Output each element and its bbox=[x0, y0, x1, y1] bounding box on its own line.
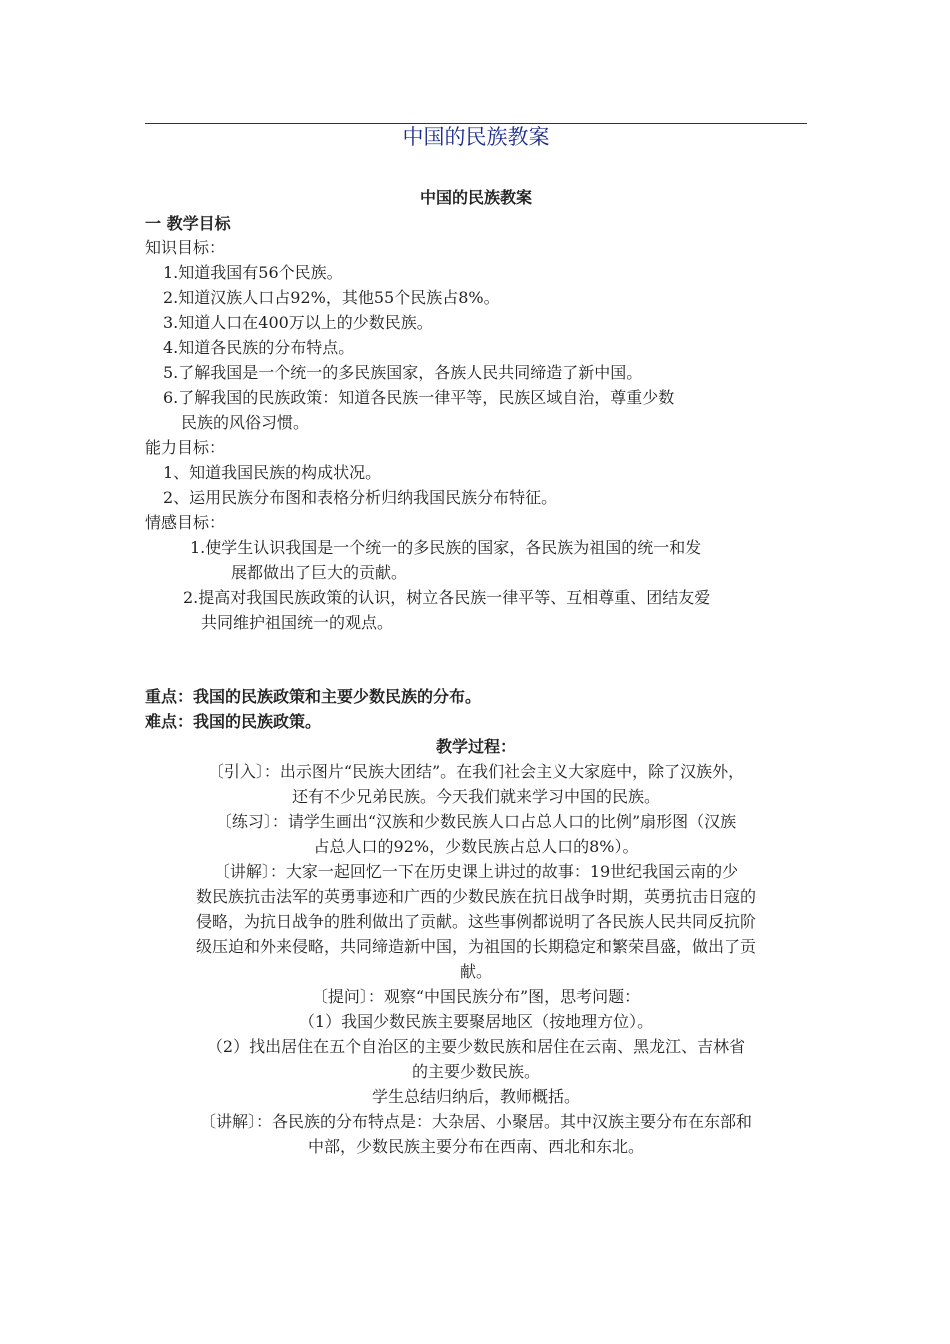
key-point: 重点：我国的民族政策和主要少数民族的分布。 bbox=[145, 687, 482, 706]
emotion-item-continued: 共同维护祖国统一的观点。 bbox=[201, 613, 394, 632]
knowledge-item: 5.了解我国是一个统一的多民族国家，各族人民共同缔造了新中国。 bbox=[163, 363, 643, 382]
process-line: 侵略，为抗日战争的胜利做出了贡献。这些事例都说明了各民族人民共同反抗阶 bbox=[195, 912, 756, 931]
knowledge-item: 3.知道人口在400万以上的少数民族。 bbox=[163, 313, 433, 332]
process-line: 中部，少数民族主要分布在西南、西北和东北。 bbox=[307, 1137, 644, 1156]
emotion-item-continued: 展都做出了巨大的贡献。 bbox=[231, 563, 408, 582]
document-subtitle: 中国的民族教案 bbox=[419, 188, 532, 207]
process-line: 〔提问〕：观察“中国民族分布”图，思考问题： bbox=[311, 987, 641, 1006]
emotion-item: 2.提高对我国民族政策的认识，树立各民族一律平等、互相尊重、团结友爱 bbox=[183, 588, 711, 607]
process-line: 〔练习〕：请学生画出“汉族和少数民族人口占总人口的比例”扇形图（汉族 bbox=[215, 812, 737, 831]
process-line: 的主要少数民族。 bbox=[411, 1062, 540, 1081]
ability-item: 2、运用民族分布图和表格分析归纳我国民族分布特征。 bbox=[163, 488, 558, 507]
process-line: 〔讲解〕：大家一起回忆一下在历史课上讲过的故事：19世纪我国云南的少 bbox=[213, 862, 739, 881]
process-line: 〔引入〕：出示图片“民族大团结”。在我们社会主义大家庭中，除了汉族外， bbox=[207, 762, 745, 781]
process-line: （2）找出居住在五个自治区的主要少数民族和居住在云南、黑龙江、吉林省 bbox=[206, 1037, 746, 1056]
process-line: 还有不少兄弟民族。今天我们就来学习中国的民族。 bbox=[291, 787, 660, 806]
knowledge-item: 2.知道汉族人口占92%，其他55个民族占8%。 bbox=[163, 288, 500, 307]
difficult-point: 难点：我国的民族政策。 bbox=[145, 712, 322, 731]
page-title: 中国的民族教案 bbox=[402, 125, 550, 149]
ability-item: 1、知道我国民族的构成状况。 bbox=[163, 463, 382, 482]
process-line: 数民族抗击法军的英勇事迹和广西的少数民族在抗日战争时期，英勇抗击日寇的 bbox=[195, 887, 756, 906]
emotion-item: 1.使学生认识我国是一个统一的多民族的国家，各民族为祖国的统一和发 bbox=[190, 538, 702, 557]
knowledge-item-continued: 民族的风俗习惯。 bbox=[181, 413, 310, 432]
knowledge-item: 1.知道我国有56个民族。 bbox=[163, 263, 343, 282]
emotion-label: 情感目标： bbox=[145, 513, 226, 532]
process-line: 级压迫和外来侵略，共同缔造新中国，为祖国的长期稳定和繁荣昌盛，做出了贡 bbox=[195, 937, 756, 956]
knowledge-item: 4.知道各民族的分布特点。 bbox=[163, 338, 355, 357]
section-heading-objectives: 一 教学目标 bbox=[145, 214, 231, 233]
process-line: 学生总结归纳后，教师概括。 bbox=[371, 1087, 580, 1106]
process-heading: 教学过程： bbox=[435, 737, 516, 756]
process-line: 〔讲解〕：各民族的分布特点是：大杂居、小聚居。其中汉族主要分布在东部和 bbox=[199, 1112, 752, 1131]
process-line: 献。 bbox=[459, 962, 492, 981]
ability-label: 能力目标： bbox=[145, 438, 226, 457]
process-line: （1）我国少数民族主要聚居地区（按地理方位）。 bbox=[298, 1012, 654, 1031]
process-line: 占总人口的92%，少数民族占总人口的8%）。 bbox=[313, 837, 639, 856]
knowledge-label: 知识目标： bbox=[145, 238, 226, 257]
knowledge-item: 6.了解我国的民族政策：知道各民族一律平等，民族区域自治，尊重少数 bbox=[163, 388, 675, 407]
